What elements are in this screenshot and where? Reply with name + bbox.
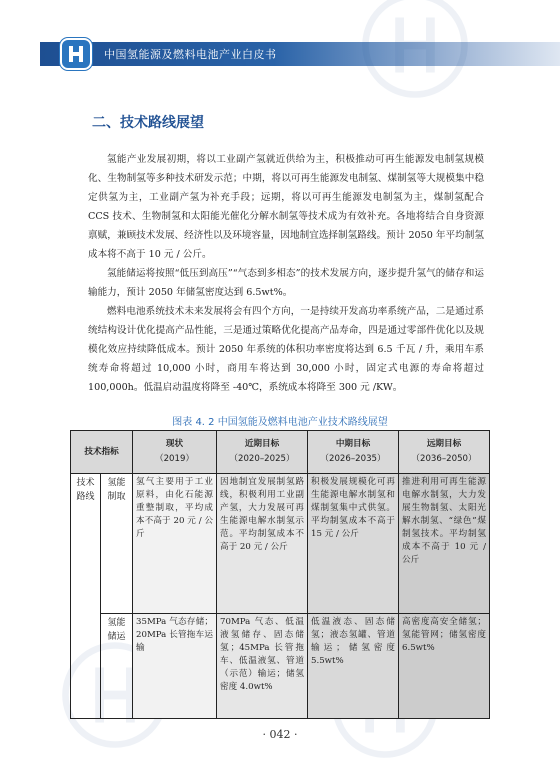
cell-storage-mid: 低温液态、固态储氢；液态氢罐、管道输运；储氢密度 5.5wt% [308,614,399,719]
table-row [71,474,490,614]
header-mid-term-title: 中期目标 [335,439,371,449]
cell-production-near: 因地制宜发展制氢路线，积极利用工业副产氢，大力发展可再生能源电解水制氢示范。平均制氢成本不高于 20 元 / 公斤 [217,474,308,614]
paragraph-fuel-cell: 燃料电池系统技术未来发展将会有四个方向，一是持续开发高功率系统产品，二是通过系统结构设计优化提高产品性能，三是通过策略优化提高产品寿命，四是通过零部件优化以及规模化效应持续降低成本。预计 2050 年系统的体积功率密度将达到 6.5 千瓦 / 升，乘用车系统寿命将超过 10,000 小时，商用车将达到 30,000 小时，固定式电源的寿命将超过 100,000h。低温启动温度将降至 -40℃，系统成本将降至 300 元 /KW。 [88,306,484,393]
paragraph-hydrogen-production: 氢能产业发展初期，将以工业副产氢就近供给为主，积极推动可再生能源发电制氢规模化、生物制氢等多种技术研发示范；中期，将以可再生能源发电制氢、煤制氢等大规模集中稳定供氢为主，工业副产氢为补充手段；远期，将以可再生能源发电制氢为主，煤制氢配合 CCS 技术、生物制氢和太阳能光催化分解水制氢等技术成为有效补充。各地将结合自身资源禀赋，兼顾技术发展、经济性以及环境容量，因地制宜选择制氢路线。预计 2050 年平均制氢成本将不高于 10 元 / 公斤。 [88,154,484,260]
roadmap-table [70,430,490,719]
header-mid-term-year: （2026–2035） [320,454,386,464]
page-number: · 042 · [262,728,298,741]
watermark-icon [360,0,470,100]
header-title: 中国氢能源及燃料电池产业白皮书 [104,48,277,61]
header-current [133,431,217,474]
row-group-label: 技术路线 [71,474,101,719]
paragraph-hydrogen-storage: 氢能储运将按照“低压到高压”“气态到多相态”的技术发展方向，逐步提升氢气的储存和运输能力，预计 2050 年储氢密度达到 6.5wt%。 [88,268,484,298]
cell-storage-far: 高密度高安全储氢；氢能管网；储氢密度 6.5wt% [399,614,490,719]
header-near-term-year: （2020–2025） [229,454,295,464]
h-logo-icon [60,38,92,70]
cell-production-far: 推进利用可再生能源电解水制氢，大力发展生物制氢、太阳光解水制氢、“绿色”煤制氢技术。平均制氢成本不高于 10 元 / 公斤 [399,474,490,614]
header-current-title: 现状 [165,439,184,449]
category-production: 氢能制取 [101,474,133,614]
section-title: 二、技术路线展望 [92,115,204,131]
table-row [71,614,490,719]
header-near-term-title: 近期目标 [244,439,280,449]
cell-storage-near: 70MPa 气态、低温液氢储存、固态储氢；45MPa 长管拖车、低温液氢、管道（示范）输运；储氢密度 4.0wt% [217,614,308,719]
header-indicator: 技术指标 [71,431,133,474]
table-header-row [71,431,490,474]
category-storage: 氢能储运 [101,614,133,719]
page-header [0,42,560,66]
header-mid-term [308,431,399,474]
table-caption: 图表 4. 2 中国氢能及燃料电池产业技术路线展望 [172,417,388,428]
header-current-year: （2019） [154,454,195,464]
header-near-term [217,431,308,474]
cell-storage-current: 35MPa 气态存储；20MPa 长管拖车运输 [133,614,217,719]
header-long-term-title: 远期目标 [426,439,462,449]
cell-production-current: 氢气主要用于工业原料，由化石能源重整制取，平均成本不高于 20 元 / 公斤 [133,474,217,614]
header-long-term [399,431,490,474]
header-long-term-year: （2036–2050） [411,454,477,464]
cell-production-mid: 积极发展规模化可再生能源电解水制氢和煤制氢集中式供氢。平均制氢成本不高于 15 元 / 公斤 [308,474,399,614]
